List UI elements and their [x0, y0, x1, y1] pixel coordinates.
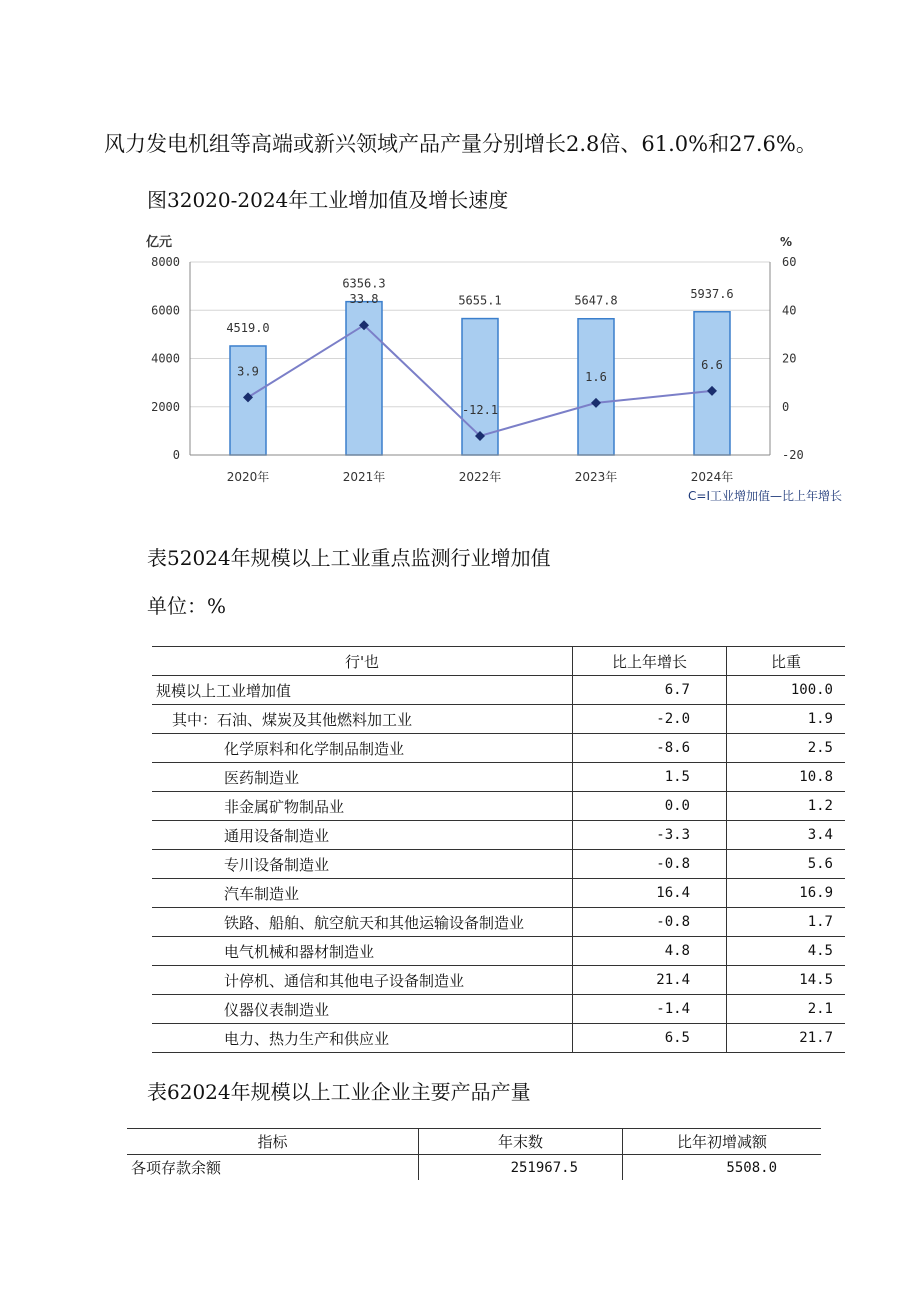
growth-value: 21.4 — [573, 966, 727, 995]
x-tick-label: 2020年 — [226, 470, 270, 484]
share-value: 2.5 — [727, 734, 846, 763]
figure-title: 图32020-2024年工业增加值及增长速度 — [147, 188, 509, 212]
table-row — [152, 966, 845, 995]
bar — [578, 319, 614, 455]
table-row — [152, 879, 845, 908]
table-row — [152, 908, 845, 937]
industry-name: 仪器仪表制造业 — [152, 995, 573, 1024]
y-left-tick-label: 4000 — [151, 351, 180, 366]
industry-name: 汽车制造业 — [152, 879, 573, 908]
table-row — [152, 792, 845, 821]
y-right-tick-label: 40 — [782, 303, 797, 318]
growth-value: 4.8 — [573, 937, 727, 966]
table-row — [152, 821, 845, 850]
share-value: 4.5 — [727, 937, 846, 966]
product-output-table — [127, 1128, 821, 1180]
share-value: 10.8 — [727, 763, 846, 792]
indicator-name: 各项存款余额 — [131, 1159, 222, 1177]
year-end-value: 251967.5 — [419, 1155, 623, 1181]
table-row — [152, 676, 845, 705]
growth-value: -1.4 — [573, 995, 727, 1024]
industrial-value-chart — [140, 222, 860, 512]
table-row — [152, 1024, 845, 1053]
industry-name: 专川设备制造业 — [152, 850, 573, 879]
table-header-row — [127, 1129, 821, 1155]
header-industry: 行'也 — [152, 647, 573, 676]
change-value: 5508.0 — [623, 1155, 822, 1181]
y-right-tick-label: 20 — [782, 351, 797, 366]
table-row — [152, 705, 845, 734]
x-tick-label: 2023年 — [574, 470, 618, 484]
share-value: 5.6 — [727, 850, 846, 879]
header-indicator: 指标 — [127, 1129, 419, 1155]
share-value: 3.4 — [727, 821, 846, 850]
industry-name: 电力、热力生产和供应业 — [152, 1024, 573, 1053]
share-value: 2.1 — [727, 995, 846, 1024]
bar-value-label: 5655.1 — [458, 293, 502, 308]
growth-value-label: 3.9 — [237, 364, 259, 379]
table-row — [152, 763, 845, 792]
industry-name: 规模以上工业增加值 — [152, 676, 573, 705]
table6-title: 表62024年规模以上工业企业主要产品产量 — [147, 1080, 531, 1104]
table-row — [152, 937, 845, 966]
industry-value-table — [152, 646, 845, 1053]
growth-value: 0.0 — [573, 792, 727, 821]
industry-name: 电气机械和器材制造业 — [152, 937, 573, 966]
header-share: 比重 — [727, 647, 846, 676]
share-value: 1.2 — [727, 792, 846, 821]
share-value: 1.9 — [727, 705, 846, 734]
growth-value-label: 33.8 — [349, 292, 379, 307]
industry-name: 通用设备制造业 — [152, 821, 573, 850]
bar-value-label: 6356.3 — [342, 276, 386, 291]
growth-value-label: -12.1 — [461, 402, 499, 417]
body-paragraph: 风力发电机组等高端或新兴领域产品产量分别增长2.8倍、61.0%和27.6%。 — [104, 132, 817, 156]
y-left-tick-label: 2000 — [151, 399, 180, 414]
y-right-unit: % — [780, 235, 793, 249]
y-left-tick-label: 6000 — [151, 303, 180, 318]
growth-value-label: 1.6 — [585, 369, 607, 384]
chart-legend: C=I工业增加值—比上年增长 — [688, 489, 842, 503]
growth-value: -8.6 — [573, 734, 727, 763]
growth-value: -2.0 — [573, 705, 727, 734]
bar-value-label: 5937.6 — [690, 286, 734, 301]
table-row — [152, 734, 845, 763]
table-row — [152, 995, 845, 1024]
growth-value-label: 6.6 — [701, 357, 723, 372]
table-header-row — [152, 647, 845, 676]
table-row — [152, 850, 845, 879]
bar-value-label: 5647.8 — [574, 293, 618, 308]
y-left-tick-label: 0 — [172, 448, 180, 462]
x-tick-label: 2021年 — [342, 470, 386, 484]
growth-value: -0.8 — [573, 908, 727, 937]
share-value: 16.9 — [727, 879, 846, 908]
y-right-tick-label: 60 — [782, 255, 797, 269]
growth-value: 16.4 — [573, 879, 727, 908]
header-growth: 比上年增长 — [573, 647, 727, 676]
x-tick-label: 2022年 — [458, 470, 502, 484]
table5-title: 表52024年规模以上工业重点监测行业增加值 — [147, 546, 551, 570]
industry-name: 非金属矿物制品业 — [152, 792, 573, 821]
growth-value: 6.7 — [573, 676, 727, 705]
header-change: 比年初增减额 — [623, 1129, 822, 1155]
y-left-tick-label: 8000 — [151, 255, 180, 269]
industry-name: 化学原料和化学制品制造业 — [152, 734, 573, 763]
table5-unit: 单位：% — [147, 594, 227, 618]
table-row — [127, 1155, 821, 1181]
growth-value: -0.8 — [573, 850, 727, 879]
growth-value: 1.5 — [573, 763, 727, 792]
share-value: 21.7 — [727, 1024, 846, 1053]
growth-value: 6.5 — [573, 1024, 727, 1053]
share-value: 14.5 — [727, 966, 846, 995]
y-right-tick-label: 0 — [782, 399, 790, 414]
industry-name: 计停机、通信和其他电子设备制造业 — [152, 966, 573, 995]
bar — [694, 312, 730, 455]
share-value: 1.7 — [727, 908, 846, 937]
bar-value-label: 4519.0 — [226, 320, 270, 335]
growth-value: -3.3 — [573, 821, 727, 850]
industry-name: 医药制造业 — [152, 763, 573, 792]
y-right-tick-label: -20 — [782, 448, 804, 462]
industry-name: 铁路、船舶、航空航天和其他运输设备制造业 — [152, 908, 573, 937]
header-year-end: 年末数 — [419, 1129, 623, 1155]
x-tick-label: 2024年 — [690, 470, 734, 484]
y-left-unit: 亿元 — [146, 235, 173, 250]
industry-name: 其中：石油、煤炭及其他燃料加工业 — [152, 705, 573, 734]
share-value: 100.0 — [727, 676, 846, 705]
